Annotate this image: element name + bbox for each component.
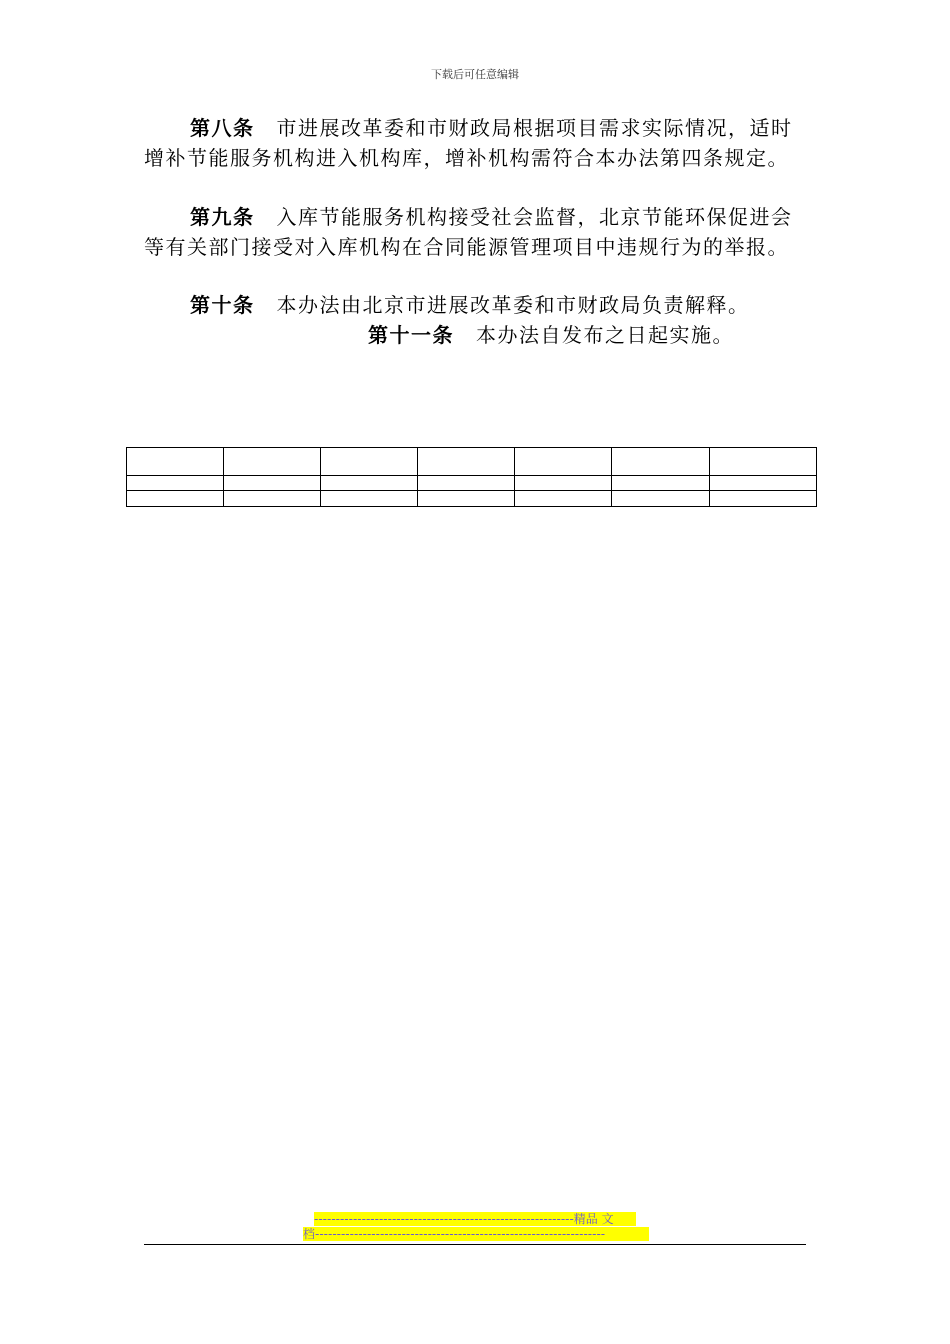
table-cell: [224, 448, 321, 476]
table-cell: [321, 491, 418, 507]
article-label: 第八条: [190, 116, 255, 140]
table-cell: [224, 475, 321, 491]
table-row: [127, 475, 817, 491]
footer-divider: [144, 1244, 806, 1245]
article-10: [144, 291, 794, 321]
table-cell: [127, 491, 224, 507]
article-11: [368, 321, 788, 351]
table-cell: [612, 448, 710, 476]
article-9: [144, 203, 794, 262]
header-note: 下载后可任意编辑: [431, 68, 519, 81]
table-cell: [418, 475, 515, 491]
article-text: 本办法自发布之日起实施。: [476, 323, 734, 347]
table-cell: [515, 491, 612, 507]
article-text: 市进展改革委和市财政局根据项目需求实际情况，适时增补节能服务机构进入机构库，增补机构需符合本办法第四条规定。: [144, 116, 793, 170]
table-cell: [321, 475, 418, 491]
footer-watermark-line1: ------------------------------------------------------------精品 文: [314, 1212, 636, 1226]
empty-table: [126, 447, 817, 507]
table-cell: [224, 491, 321, 507]
table-row: [127, 448, 817, 476]
article-label: 第十条: [190, 293, 255, 317]
table-cell: [418, 448, 515, 476]
table-cell: [321, 448, 418, 476]
article-label: 第十一条: [368, 323, 454, 347]
table-cell: [127, 448, 224, 476]
article-text: 入库节能服务机构接受社会监督，北京节能环保促进会等有关部门接受对入库机构在合同能源管理项目中违规行为的举报。: [144, 205, 793, 259]
table-cell: [515, 475, 612, 491]
article-label: 第九条: [190, 205, 255, 229]
article-8: [144, 114, 794, 173]
table-cell: [515, 448, 612, 476]
table-cell: [710, 448, 817, 476]
footer-watermark-line2: 档-------------------------------------------------------------------: [303, 1227, 649, 1241]
table-cell: [418, 491, 515, 507]
table-cell: [127, 475, 224, 491]
table-cell: [710, 475, 817, 491]
article-text: 本办法由北京市进展改革委和市财政局负责解释。: [276, 293, 750, 317]
table-cell: [710, 491, 817, 507]
table-cell: [612, 475, 710, 491]
table-cell: [612, 491, 710, 507]
table-row: [127, 491, 817, 507]
